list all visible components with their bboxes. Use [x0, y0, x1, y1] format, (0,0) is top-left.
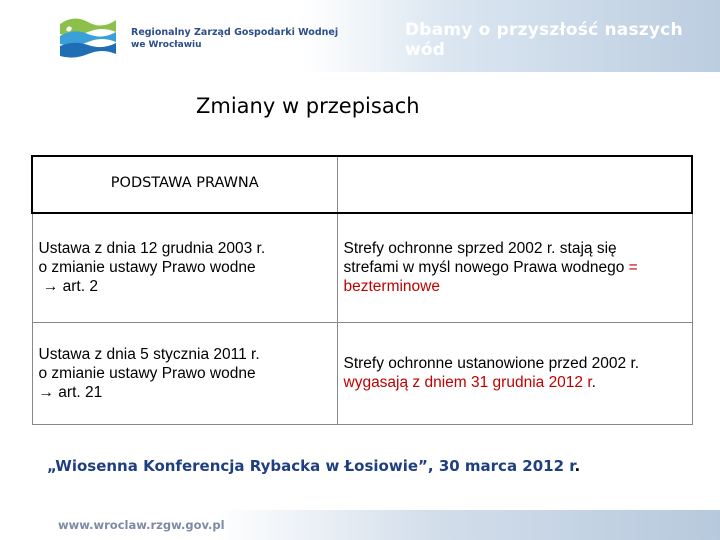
law-line: Ustawa z dnia 5 stycznia 2011 r.: [38, 345, 260, 363]
header-banner: [0, 0, 720, 72]
arrow-right-icon: →: [38, 383, 54, 401]
law-article: art. 2: [58, 278, 98, 296]
effect-line: Strefy ochronne ustanowione przed 2002 r.: [343, 355, 640, 372]
law-cell: [32, 213, 337, 322]
effect-line: strefami w myśl nowego Prawa wodnego: [343, 259, 625, 277]
conference-caption: [47, 457, 580, 475]
table-row: [32, 322, 692, 424]
header-empty: [337, 156, 692, 213]
law-line: Ustawa z dnia 12 grudnia 2003 r.: [38, 240, 266, 258]
effect-cell: [337, 322, 692, 424]
effect-dot: .: [591, 374, 596, 391]
table-header-row: [32, 156, 692, 213]
slogan: Dbamy o przyszłość naszych wód: [405, 20, 683, 60]
organization-name: [131, 27, 338, 51]
effect-equals: =: [624, 259, 638, 277]
law-article: art. 21: [54, 383, 103, 401]
slide-title: Zmiany w przepisach: [196, 94, 420, 118]
effect-cell: [337, 213, 692, 322]
law-line: o zmianie ustawy Prawo wodne: [38, 259, 256, 277]
footer-url: www.wroclaw.rzgw.gov.pl: [58, 518, 225, 532]
org-line-2: we Wrocławiu: [131, 40, 202, 50]
effect-highlight: wygasają z dniem 31 grudnia 2012 r: [343, 374, 592, 391]
water-waves-logo-icon: [56, 14, 120, 60]
legal-basis-table: [31, 155, 693, 425]
law-line: o zmianie ustawy Prawo wodne: [38, 364, 256, 382]
law-cell: [32, 322, 337, 424]
table-row: [32, 213, 692, 322]
effect-highlight: bezterminowe: [343, 278, 440, 296]
header-legal-basis: PODSTAWA PRAWNA: [32, 156, 337, 213]
arrow-right-icon: →: [42, 278, 59, 296]
conference-dot: .: [574, 457, 581, 475]
conference-text: „Wiosenna Konferencja Rybacka w Łosiowie”, 30 marca 2012 r: [47, 457, 575, 475]
org-line-1: Regionalny Zarząd Gospodarki Wodnej: [131, 27, 339, 38]
effect-line: Strefy ochronne sprzed 2002 r. stają się: [343, 240, 617, 258]
